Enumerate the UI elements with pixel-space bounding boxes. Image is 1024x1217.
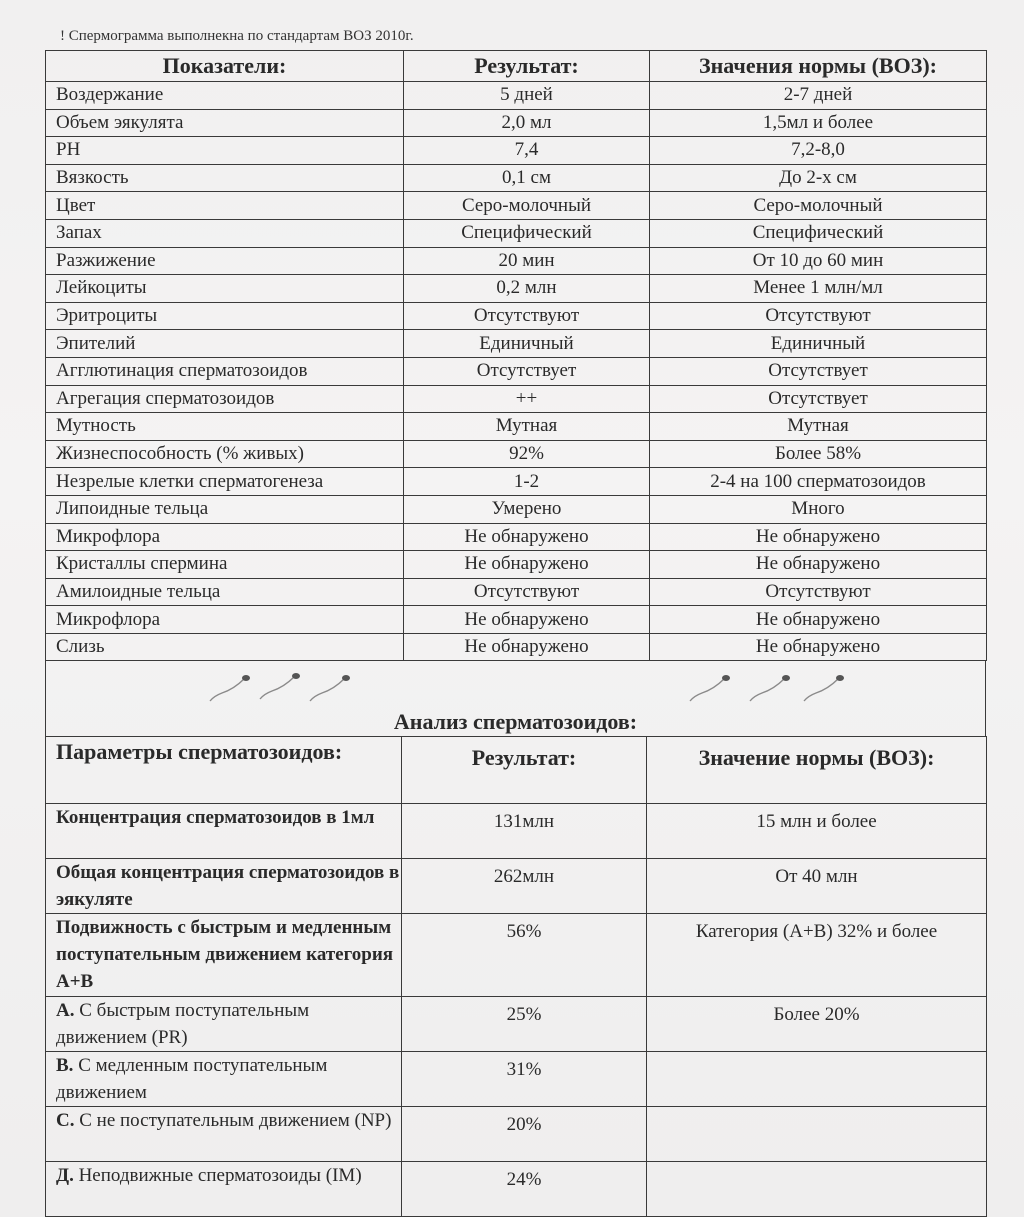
table-row — [46, 551, 987, 579]
table-header-row — [46, 51, 987, 82]
table-row — [46, 440, 987, 468]
result-cell: Не обнаружено — [404, 633, 650, 661]
result-cell: Единичный — [404, 330, 650, 358]
parameter-cell: Незрелые клетки сперматогенеза — [46, 468, 404, 496]
table-row — [46, 357, 987, 385]
norm-cell: 7,2-8,0 — [650, 137, 987, 165]
result-cell: Не обнаружено — [404, 606, 650, 634]
result-cell: 92% — [404, 440, 650, 468]
result-cell: Специфический — [404, 219, 650, 247]
result-cell: 56% — [402, 914, 647, 997]
header-norm: Значение нормы (ВОЗ): — [647, 737, 987, 804]
table-row — [46, 330, 987, 358]
norm-cell: Более 58% — [650, 440, 987, 468]
semen-parameters-table — [45, 50, 987, 661]
norm-cell: Отсутствуют — [650, 578, 987, 606]
norm-cell: Единичный — [650, 330, 987, 358]
norm-cell: 2-7 дней — [650, 82, 987, 110]
norm-cell: Мутная — [650, 413, 987, 441]
parameter-cell — [46, 859, 402, 914]
result-cell: 0,1 см — [404, 164, 650, 192]
category-letter: Д. — [56, 1165, 74, 1186]
result-cell: 24% — [402, 1162, 647, 1217]
norm-cell: Специфический — [650, 219, 987, 247]
parameter-cell: Жизнеспособность (% живых) — [46, 440, 404, 468]
table-row — [46, 275, 987, 303]
norm-cell: Не обнаружено — [650, 523, 987, 551]
parameter-cell: Мутность — [46, 413, 404, 441]
result-cell: Умерено — [404, 495, 650, 523]
table-row — [46, 633, 987, 661]
norm-cell: Не обнаружено — [650, 551, 987, 579]
table-row — [46, 1107, 987, 1162]
result-cell: 131млн — [402, 804, 647, 859]
table-row — [46, 606, 987, 634]
norm-cell: 2-4 на 100 сперматозоидов — [650, 468, 987, 496]
result-cell: Отсутствуют — [404, 578, 650, 606]
table-row — [46, 997, 987, 1052]
parameter-cell: Кристаллы спермина — [46, 551, 404, 579]
header-result: Результат: — [404, 51, 650, 82]
parameter-text: Подвижность с быстрым и медленным поступательным движением категория А+В — [56, 917, 394, 992]
header-sperm-parameters: Параметры сперматозоидов: — [46, 737, 402, 804]
parameter-text: Концентрация сперматозоидов в 1мл — [56, 807, 375, 828]
table-row — [46, 859, 987, 914]
table-row — [46, 1162, 987, 1217]
parameter-cell: Воздержание — [46, 82, 404, 110]
result-cell: 262млн — [402, 859, 647, 914]
header-parameters: Показатели: — [46, 51, 404, 82]
parameter-cell: Агглютинация сперматозоидов — [46, 357, 404, 385]
parameter-cell: Эритроциты — [46, 302, 404, 330]
table-row — [46, 247, 987, 275]
result-cell: 2,0 мл — [404, 109, 650, 137]
parameter-cell: Микрофлора — [46, 606, 404, 634]
parameter-cell: Эпителий — [46, 330, 404, 358]
parameter-text: Неподвижные сперматозоиды (IM) — [78, 1165, 362, 1186]
table-header-row — [46, 737, 987, 804]
norm-cell: 1,5мл и более — [650, 109, 987, 137]
norm-cell: Отсутствует — [650, 385, 987, 413]
parameter-cell — [46, 1107, 402, 1162]
parameter-cell: Агрегация сперматозоидов — [46, 385, 404, 413]
parameter-cell: Разжижение — [46, 247, 404, 275]
result-cell: Отсутствует — [404, 357, 650, 385]
norm-cell: Серо-молочный — [650, 192, 987, 220]
table-row — [46, 1052, 987, 1107]
table-row — [46, 914, 987, 997]
parameter-cell: Цвет — [46, 192, 404, 220]
parameter-cell: Запах — [46, 219, 404, 247]
parameter-cell — [46, 914, 402, 997]
norm-cell — [647, 1162, 987, 1217]
parameter-text: С медленным поступательным движением — [56, 1055, 328, 1103]
parameter-cell: Объем эякулята — [46, 109, 404, 137]
result-cell: Отсутствуют — [404, 302, 650, 330]
table-row — [46, 385, 987, 413]
result-cell: Мутная — [404, 413, 650, 441]
parameter-cell: Липоидные тельца — [46, 495, 404, 523]
result-cell: 31% — [402, 1052, 647, 1107]
sperm-illustration-icon — [686, 671, 856, 711]
norm-cell: Более 20% — [647, 997, 987, 1052]
table-row — [46, 302, 987, 330]
result-cell: Не обнаружено — [404, 523, 650, 551]
norm-cell: Менее 1 млн/мл — [650, 275, 987, 303]
table-row — [46, 468, 987, 496]
norm-cell: Отсутствуют — [650, 302, 987, 330]
norm-cell: 15 млн и более — [647, 804, 987, 859]
sperm-illustration-icon — [206, 671, 366, 711]
parameter-cell: Лейкоциты — [46, 275, 404, 303]
parameter-text: С не поступательным движением (NP) — [79, 1110, 392, 1131]
result-cell: ++ — [404, 385, 650, 413]
table-row — [46, 219, 987, 247]
section-band — [45, 661, 986, 737]
parameter-cell: Слизь — [46, 633, 404, 661]
table-row — [46, 804, 987, 859]
table-row — [46, 413, 987, 441]
result-cell: Серо-молочный — [404, 192, 650, 220]
header-result: Результат: — [402, 737, 647, 804]
sperm-analysis-table — [45, 736, 987, 1217]
norm-cell: От 40 млн — [647, 859, 987, 914]
parameter-cell — [46, 1162, 402, 1217]
result-cell: 5 дней — [404, 82, 650, 110]
result-cell: Не обнаружено — [404, 551, 650, 579]
parameter-cell: Амилоидные тельца — [46, 578, 404, 606]
parameter-text: Общая концентрация сперматозоидов в эякуляте — [56, 862, 400, 910]
category-letter: С. — [56, 1110, 75, 1131]
category-letter: В. — [56, 1055, 74, 1076]
table-row — [46, 192, 987, 220]
parameter-cell — [46, 804, 402, 859]
norm-cell: Отсутствует — [650, 357, 987, 385]
norm-cell: Категория (А+В) 32% и более — [647, 914, 987, 997]
result-cell: 1-2 — [404, 468, 650, 496]
norm-cell: Не обнаружено — [650, 633, 987, 661]
norm-cell: Не обнаружено — [650, 606, 987, 634]
parameter-cell — [46, 997, 402, 1052]
table-row — [46, 109, 987, 137]
header-norm: Значения нормы (ВОЗ): — [650, 51, 987, 82]
table-row — [46, 578, 987, 606]
result-cell: 20 мин — [404, 247, 650, 275]
table-row — [46, 137, 987, 165]
result-cell: 25% — [402, 997, 647, 1052]
section-title: Анализ сперматозоидов: — [393, 709, 638, 734]
norm-cell: От 10 до 60 мин — [650, 247, 987, 275]
table-row — [46, 82, 987, 110]
result-cell: 7,4 — [404, 137, 650, 165]
standard-note: ! Спермограмма выполнекна по стандартам ВОЗ 2010г. — [60, 28, 414, 44]
parameter-cell: Вязкость — [46, 164, 404, 192]
norm-cell — [647, 1052, 987, 1107]
parameter-cell: Микрофлора — [46, 523, 404, 551]
norm-cell: До 2-х см — [650, 164, 987, 192]
table-row — [46, 164, 987, 192]
result-cell: 20% — [402, 1107, 647, 1162]
table-row — [46, 523, 987, 551]
table-row — [46, 495, 987, 523]
parameter-cell: PH — [46, 137, 404, 165]
norm-cell — [647, 1107, 987, 1162]
result-cell: 0,2 млн — [404, 275, 650, 303]
category-letter: А. — [56, 1000, 75, 1021]
parameter-cell — [46, 1052, 402, 1107]
parameter-text: С быстрым поступательным движением (PR) — [56, 1000, 310, 1048]
norm-cell: Много — [650, 495, 987, 523]
